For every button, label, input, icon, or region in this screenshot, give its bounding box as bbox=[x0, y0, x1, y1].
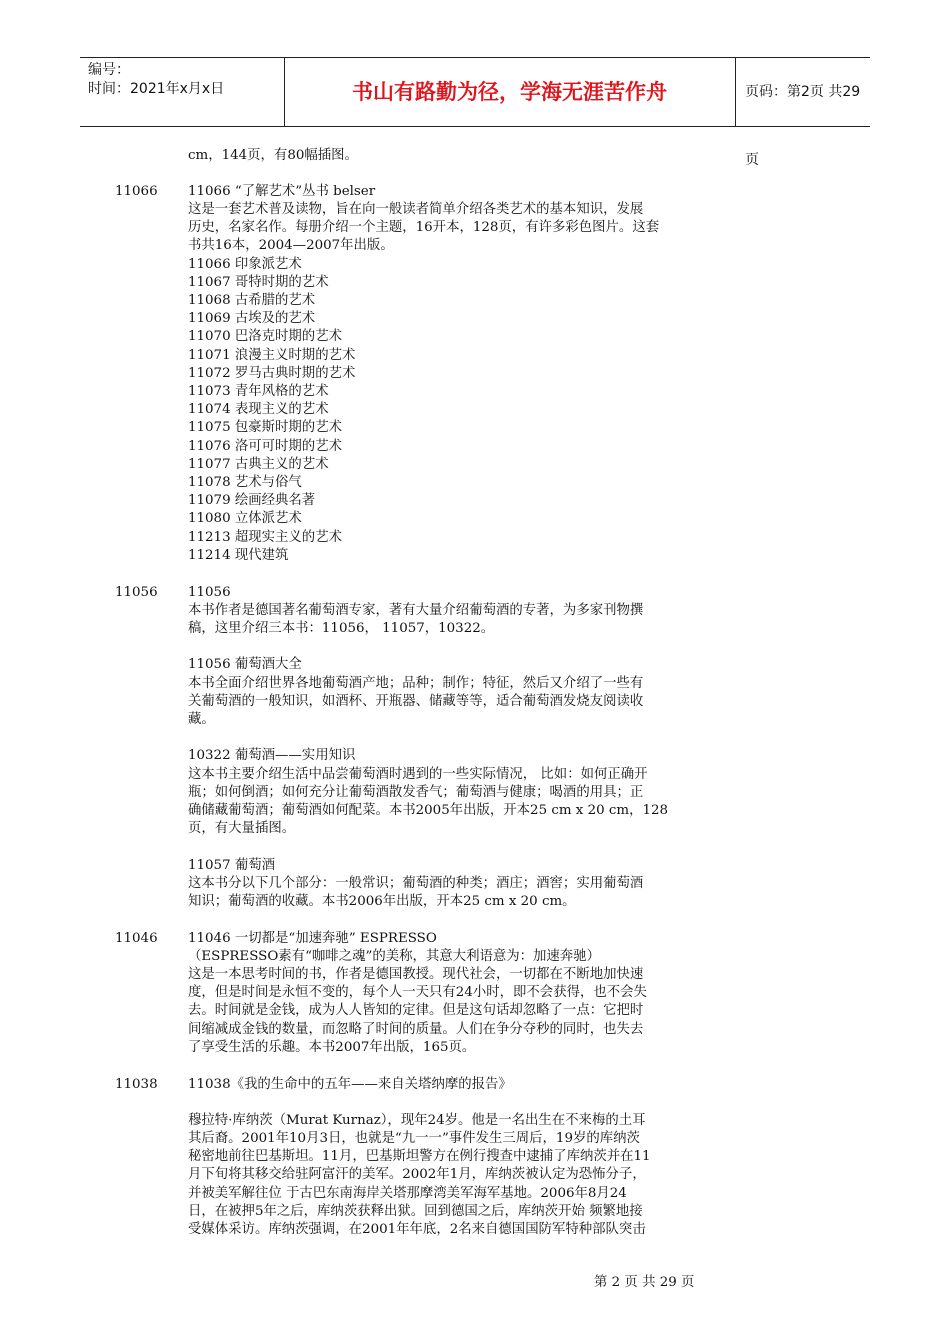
time-label: 时间：2021年x月x日 bbox=[88, 81, 225, 97]
body-line: 11075 包豪斯时期的艺术 bbox=[188, 420, 342, 435]
body-line: 11056 葡萄酒大全 bbox=[188, 657, 302, 672]
body-line: 秘密地前往巴基斯坦。11月，巴基斯坦警方在例行搜查中逮捕了库纳茨并在11 bbox=[188, 1149, 651, 1164]
body-line: 11038《我的生命中的五年——来自关塔纳摩的报告》 bbox=[188, 1077, 512, 1092]
body-line: 了享受生活的乐趣。本书2007年出版，165页。 bbox=[188, 1040, 476, 1055]
body-line: 11072 罗马古典时期的艺术 bbox=[188, 366, 356, 381]
body-line: 关葡萄酒的一般知识，如酒杯、开瓶器、储藏等等，适合葡萄酒发烧友阅读收 bbox=[188, 694, 644, 709]
body-line: 间缩减成金钱的数量，而忽略了时间的质量。人们在争分夺秒的同时，也失去 bbox=[188, 1022, 644, 1037]
body-line: 11073 青年风格的艺术 bbox=[188, 384, 329, 399]
body-line: 这本书分以下几个部分：一般常识；葡萄酒的种类；酒庄；酒窖；实用葡萄酒 bbox=[188, 876, 644, 891]
body-line: 11067 哥特时期的艺术 bbox=[188, 275, 329, 290]
body-line: 11070 巴洛克时期的艺术 bbox=[188, 329, 342, 344]
motto: 书山有路勤为径，学海无涯苦作舟 bbox=[284, 58, 736, 126]
body-line: 11056 bbox=[188, 585, 231, 600]
body-line: 11057 葡萄酒 bbox=[188, 858, 276, 873]
body-line: 书共16本，2004—2007年出版。 bbox=[188, 238, 394, 253]
page-footer: 第 2 页 共 29 页 bbox=[594, 1275, 695, 1290]
body-line: cm，144页，有80幅插图。 bbox=[188, 148, 358, 163]
body-line: 穆拉特·库纳茨（Murat Kurnaz），现年24岁。他是一名出生在不来梅的土耳 bbox=[188, 1113, 646, 1128]
body-line: 10322 葡萄酒——实用知识 bbox=[188, 748, 356, 763]
body-line: 11080 立体派艺术 bbox=[188, 511, 302, 526]
header-meta bbox=[80, 58, 285, 126]
body-line: 受媒体采访。库纳茨强调，在2001年年底，2名来自德国国防军特种部队突击 bbox=[188, 1222, 646, 1237]
body-line: 11066 印象派艺术 bbox=[188, 257, 302, 272]
body-line: 月下旬将其移交给驻阿富汗的美军。2002年1月，库纳茨被认定为恐怖分子， bbox=[188, 1167, 646, 1182]
body-line: 11079 绘画经典名著 bbox=[188, 493, 316, 508]
body-line: 11076 洛可可时期的艺术 bbox=[188, 439, 342, 454]
body-line: 历史，名家名作。每册介绍一个主题，16开本，128页，有许多彩色图片。这套 bbox=[188, 220, 660, 235]
number-label: 编号： bbox=[88, 62, 130, 78]
body-line: 11046 一切都是“加速奔驰” ESPRESSO bbox=[188, 931, 437, 946]
body-line: 11074 表现主义的艺术 bbox=[188, 402, 329, 417]
body-line: 本书全面介绍世界各地葡萄酒产地；品种；制作；特征，然后又介绍了一些有 bbox=[188, 676, 644, 691]
body-line: 藏。 bbox=[188, 712, 215, 727]
body-line: （ESPRESSO素有“咖啡之魂”的美称，其意大利语意为：加速奔驰） bbox=[188, 949, 600, 964]
entry-id: 11038 bbox=[115, 1077, 158, 1092]
body-line: 瓶；如何倒酒；如何充分让葡萄酒散发香气；葡萄酒与健康；喝酒的用具；正 bbox=[188, 785, 644, 800]
body-line: 其后裔。2001年10月3日，也就是“九一一”事件发生三周后，19岁的库纳茨 bbox=[188, 1131, 640, 1146]
entry-id: 11046 bbox=[115, 931, 158, 946]
body-line: 去。时间就是金钱，成为人人皆知的定律。但是这句话却忽略了一点：它把时 bbox=[188, 1003, 644, 1018]
body-line: 本书作者是德国著名葡萄酒专家，著有大量介绍葡萄酒的专著，为多家刊物撰 bbox=[188, 603, 644, 618]
body-line: 这本书主要介绍生活中品尝葡萄酒时遇到的一些实际情况， 比如：如何正确开 bbox=[188, 767, 648, 782]
body-line: 确储藏葡萄酒；葡萄酒如何配菜。本书2005年出版，开本25 cm x 20 cm，128 bbox=[188, 803, 669, 818]
body-line: 稿，这里介绍三本书：11056， 11057，10322。 bbox=[188, 621, 495, 636]
entry-id: 11066 bbox=[115, 184, 158, 199]
page-info: 页码：第2页 共29页 bbox=[745, 84, 861, 168]
entry-id: 11056 bbox=[115, 585, 158, 600]
body-line: 11214 现代建筑 bbox=[188, 548, 289, 563]
body-line: 度，但是时间是永恒不变的，每个人一天只有24小时，即不会获得，也不会失 bbox=[188, 985, 647, 1000]
body-line: 11077 古典主义的艺术 bbox=[188, 457, 329, 472]
body-line: 知识；葡萄酒的收藏。本书2006年出版，开本25 cm x 20 cm。 bbox=[188, 894, 576, 909]
body-line: 11078 艺术与俗气 bbox=[188, 475, 302, 490]
body-line: 并被美军解往位 于古巴东南海岸关塔那摩湾美军海军基地。2006年8月24 bbox=[188, 1186, 627, 1201]
body-line: 11066 “了解艺术”丛书 belser bbox=[188, 184, 376, 199]
body-line: 页，有大量插图。 bbox=[188, 821, 296, 836]
body-line: 11069 古埃及的艺术 bbox=[188, 311, 316, 326]
body-line: 日，在被押5年之后，库纳茨获释出狱。回到德国之后，库纳茨开始 频繁地接 bbox=[188, 1204, 643, 1219]
body-line: 11068 古希腊的艺术 bbox=[188, 293, 316, 308]
body-line: 11213 超现实主义的艺术 bbox=[188, 530, 342, 545]
body-line: 这是一本思考时间的书，作者是德国教授。现代社会，一切都在不断地加快速 bbox=[188, 967, 644, 982]
body-line: 11071 浪漫主义时期的艺术 bbox=[188, 348, 356, 363]
body-line: 这是一套艺术普及读物，旨在向一般读者简单介绍各类艺术的基本知识，发展 bbox=[188, 202, 644, 217]
